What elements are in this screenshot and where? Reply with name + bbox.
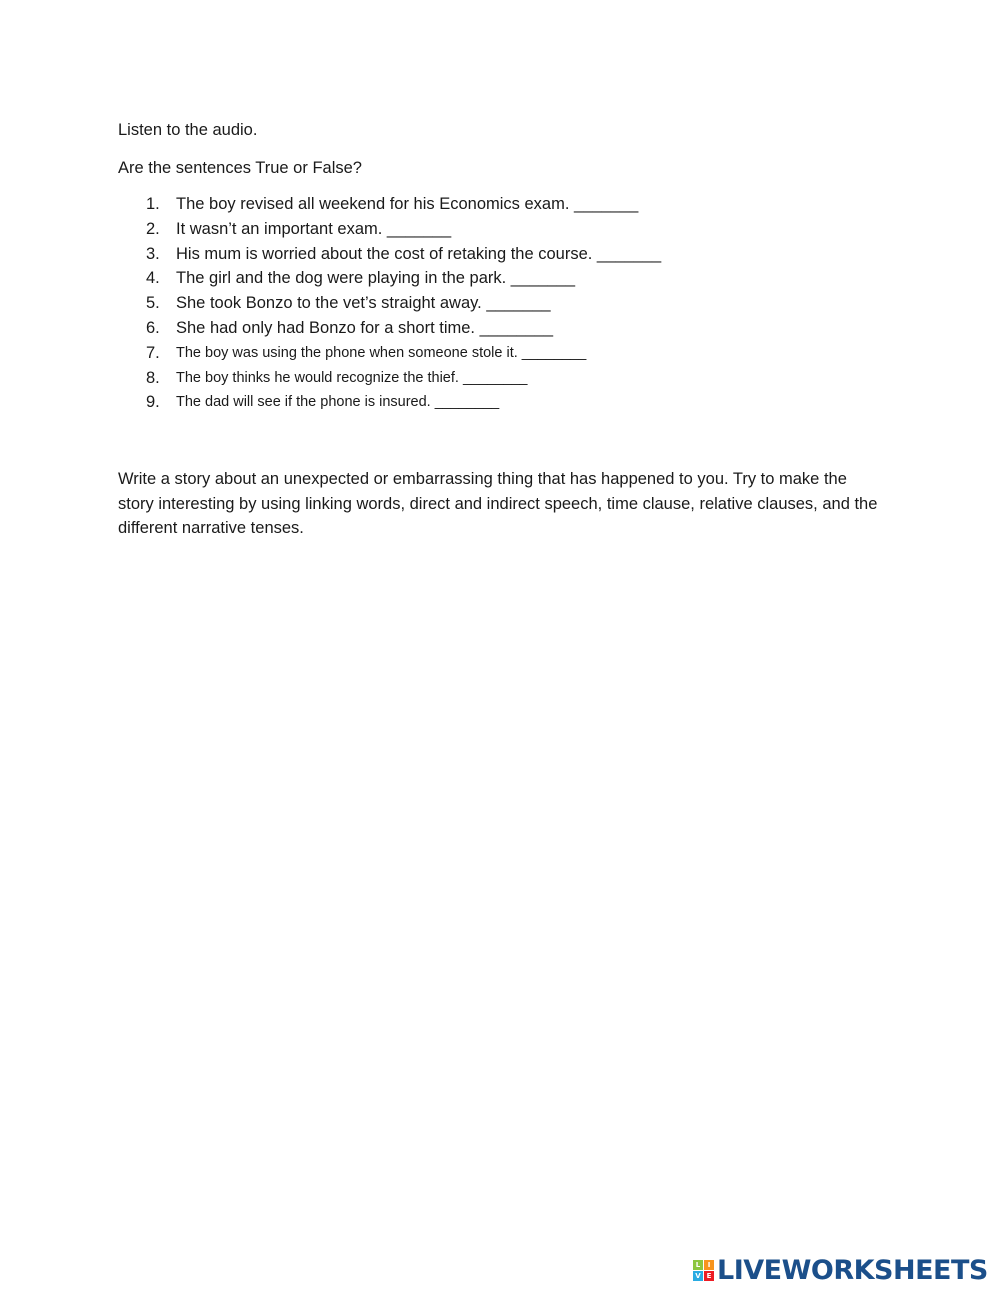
logo-mark-icon (693, 1260, 714, 1281)
item-number: 7. (146, 343, 160, 362)
list-item (118, 390, 878, 415)
item-number: 8. (146, 368, 160, 387)
item-number: 9. (146, 393, 160, 412)
worksheet-page (118, 118, 878, 541)
item-number: 5. (146, 294, 160, 313)
item-text: The dad will see if the phone is insured. ________ (176, 394, 500, 411)
true-false-list (118, 192, 878, 415)
liveworksheets-logo (693, 1255, 988, 1285)
item-number: 2. (146, 219, 160, 238)
list-item (118, 192, 878, 217)
list-item (118, 217, 878, 242)
item-text: The boy revised all weekend for his Economics exam. _______ (176, 195, 639, 213)
list-item (118, 316, 878, 341)
item-text: The boy was using the phone when someone stole it. ________ (176, 344, 587, 361)
list-item (118, 266, 878, 291)
list-item (118, 291, 878, 316)
item-number: 3. (146, 244, 160, 263)
item-text: She had only had Bonzo for a short time. ________ (176, 318, 554, 337)
logo-mark-letter: E (704, 1271, 714, 1281)
logo-mark-letter: L (693, 1260, 703, 1270)
instruction-question: Are the sentences True or False? (118, 158, 362, 177)
logo-mark-letter: I (704, 1260, 714, 1270)
item-text: The boy thinks he would recognize the thief. ________ (176, 369, 528, 386)
list-item (118, 242, 878, 267)
logo-mark-letter: V (693, 1271, 703, 1281)
item-text: His mum is worried about the cost of retaking the course. _______ (176, 244, 662, 263)
item-text: She took Bonzo to the vet’s straight away. _______ (176, 294, 551, 313)
item-number: 1. (146, 195, 160, 213)
story-prompt: Write a story about an unexpected or embarrassing thing that has happened to you. Try to make the story interesting by using linking words, direct and indirect speech, time clause, relative clauses, and the different narrative tenses. (118, 470, 878, 538)
logo-text: LIVEWORKSHEETS (717, 1254, 988, 1286)
instruction-listen: Listen to the audio. (118, 121, 258, 139)
item-text: The girl and the dog were playing in the park. _______ (176, 269, 576, 288)
item-number: 6. (146, 318, 160, 337)
list-item (118, 341, 878, 366)
item-text: It wasn’t an important exam. _______ (176, 219, 452, 238)
list-item (118, 366, 878, 391)
item-number: 4. (146, 269, 160, 288)
